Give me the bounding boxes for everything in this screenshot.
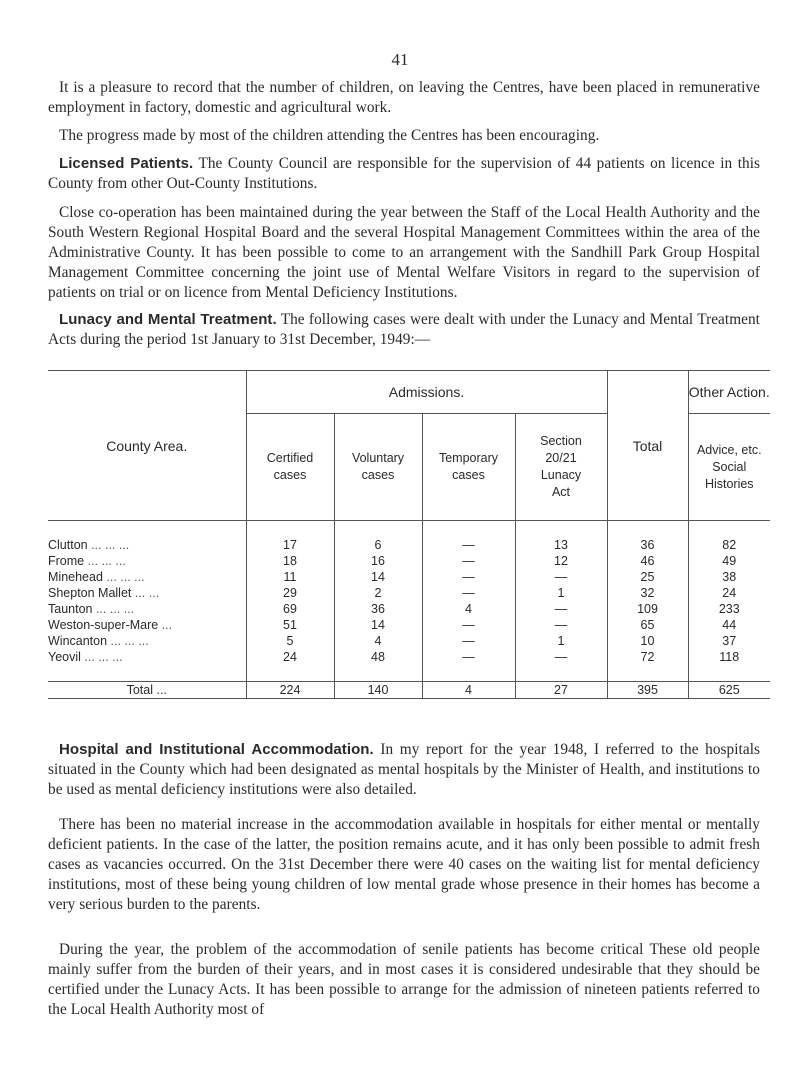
cell-other: 82 (688, 537, 770, 553)
cell-total: 10 (607, 633, 688, 649)
header-voluntary-line1: Voluntary (351, 451, 405, 465)
cell-section: — (515, 601, 607, 617)
total-label-text: Total (126, 683, 153, 697)
total-label (48, 682, 246, 699)
header-certified-line2: cases (273, 468, 307, 482)
cell-temporary: — (422, 617, 515, 633)
row-area-dots: ... ... ... (102, 570, 145, 584)
cell-temporary: — (422, 585, 515, 601)
row-area-dots: ... ... ... (107, 634, 149, 648)
header-advice-line1: Advice, etc. (696, 442, 762, 457)
cell-temporary: — (422, 537, 515, 553)
cell-voluntary: 48 (334, 649, 422, 665)
row-area-name: Frome (48, 554, 85, 568)
paragraph-licensed-patients-text: The County Council are responsible for the supervision of 44 patients on licence in this County from other Out-County Institutions. (48, 155, 760, 192)
lunacy-cases-table (48, 370, 770, 699)
cell-total: 46 (607, 553, 688, 569)
header-other-action: Other Action. (688, 371, 770, 414)
table-row (48, 633, 770, 649)
header-admissions: Admissions. (246, 371, 607, 414)
table-row (48, 585, 770, 601)
total-section: 27 (515, 682, 607, 699)
cell-certified: 5 (246, 633, 334, 649)
row-area (48, 649, 246, 665)
paragraph-progress-text: The progress made by most of the children attending the Centres has been encouraging. (59, 127, 600, 144)
cell-certified: 17 (246, 537, 334, 553)
total-certified: 224 (246, 682, 334, 699)
cell-total: 72 (607, 649, 688, 665)
paragraph-hospital-accommodation (48, 740, 760, 800)
row-area (48, 617, 246, 633)
row-area (48, 569, 246, 585)
cell-section: — (515, 617, 607, 633)
cell-other: 49 (688, 553, 770, 569)
cell-section: 1 (515, 633, 607, 649)
cell-section: — (515, 569, 607, 585)
row-area-dots: ... ... ... (80, 650, 123, 664)
table-row (48, 601, 770, 617)
paragraph-cooperation-text: Close co-operation has been maintained during the year between the Staff of the Local Health Authority and the South Western Regional Hospital Board and the several Hospital Management Committees within the area of the Administrative County. It has been possible to come to an arrangement with the Sandhill Park Group Hospital Management Committee concerning the joint use of Mental Welfare Visitors in regard to the supervision of patients on trial or on licence from Mental Deficiency Institutions. (48, 204, 760, 301)
header-temporary-line2: cases (452, 468, 485, 482)
header-temporary (422, 414, 515, 521)
header-section (515, 414, 607, 521)
paragraph-senile-patients (48, 940, 760, 1020)
cell-total: 32 (607, 585, 688, 601)
header-total: Total (607, 371, 688, 521)
heading-licensed-patients: Licensed Patients. (59, 155, 194, 172)
paragraph-employment-text: It is a pleasure to record that the number of children, on leaving the Centres, have been placed in remunerative employment in factory, domestic and agricultural work. (48, 79, 760, 116)
cell-certified: 11 (246, 569, 334, 585)
header-advice-line2: Social Histories (704, 459, 754, 491)
paragraph-cooperation (48, 203, 760, 303)
heading-hospital-accommodation: Hospital and Institutional Accommodation. (59, 741, 374, 758)
header-section-line1: Section (540, 434, 582, 448)
row-area-dots: ... (158, 618, 173, 632)
cell-section: — (515, 649, 607, 665)
row-area-name: Shepton Mallet (48, 586, 132, 600)
paragraph-progress (48, 126, 760, 146)
cell-certified: 18 (246, 553, 334, 569)
cell-other: 118 (688, 649, 770, 665)
row-area-name: Taunton (48, 602, 93, 616)
table-row (48, 617, 770, 633)
cell-temporary: — (422, 649, 515, 665)
heading-lunacy-mental-treatment: Lunacy and Mental Treatment. (59, 311, 277, 328)
table-row (48, 665, 770, 682)
cell-section: 13 (515, 537, 607, 553)
header-advice (688, 414, 770, 521)
total-row (48, 682, 770, 699)
header-section-line2: 20/21 (545, 451, 577, 465)
cell-other: 38 (688, 569, 770, 585)
cell-certified: 24 (246, 649, 334, 665)
table-row (48, 537, 770, 553)
header-voluntary-line2: cases (361, 468, 395, 482)
cell-voluntary: 16 (334, 553, 422, 569)
row-area-name: Clutton (48, 538, 88, 552)
cell-section: 12 (515, 553, 607, 569)
cell-certified: 69 (246, 601, 334, 617)
cell-voluntary: 2 (334, 585, 422, 601)
total-other: 625 (688, 682, 770, 699)
row-area-dots: ... ... (131, 586, 160, 600)
cell-section: 1 (515, 585, 607, 601)
cell-other: 37 (688, 633, 770, 649)
header-county-area: County Area. (48, 371, 246, 521)
total-voluntary: 140 (334, 682, 422, 699)
cell-certified: 29 (246, 585, 334, 601)
paragraph-senile-patients-text: During the year, the problem of the accommodation of senile patients has become critical These old people mainly suffer from the burden of their years, and in most cases it is considered undesirable that they should be certified under the Lunacy Acts. It has been possible to arrange for the admission of nineteen patients referred to the Local Health Authority most of (48, 941, 760, 1018)
table-row (48, 553, 770, 569)
table-row (48, 521, 770, 538)
cell-certified: 51 (246, 617, 334, 633)
table-row (48, 649, 770, 665)
cell-total: 25 (607, 569, 688, 585)
row-area-dots: ... ... ... (84, 554, 126, 568)
paragraph-lunacy-text: The following cases were dealt with under the Lunacy and Mental Treatment Acts during the period 1st January to 31st December, 1949:— (48, 311, 760, 348)
cell-voluntary: 36 (334, 601, 422, 617)
total-temporary: 4 (422, 682, 515, 699)
total-label-dots: ... (153, 683, 167, 697)
row-area-name: Minehead (48, 570, 103, 584)
row-area (48, 633, 246, 649)
header-temporary-line1: Temporary (438, 451, 499, 465)
paragraph-lunacy (48, 310, 760, 350)
cell-voluntary: 6 (334, 537, 422, 553)
cell-voluntary: 4 (334, 633, 422, 649)
cell-temporary: 4 (422, 601, 515, 617)
header-certified-line1: Certified (266, 451, 314, 465)
cell-voluntary: 14 (334, 569, 422, 585)
header-section-line3: Lunacy (540, 468, 582, 482)
row-area-name: Weston-super-Mare (48, 618, 159, 632)
cell-other: 24 (688, 585, 770, 601)
cell-total: 65 (607, 617, 688, 633)
cell-other: 44 (688, 617, 770, 633)
paragraph-material-increase-text: There has been no material increase in the accommodation available in hospitals for either mental or mentally deficient patients. In the case of the latter, the position remains acute, and it has only been possible to admit fresh cases as vacancies occurred. On the 31st December there were 40 cases on the waiting list for mental deficiency institutions, most of these being young children of low mental grade whose presence in their homes has become a very serious burden to the parents. (48, 816, 760, 913)
row-area-name: Yeovil (48, 650, 81, 664)
cell-other: 233 (688, 601, 770, 617)
row-area (48, 553, 246, 569)
total-total: 395 (607, 682, 688, 699)
row-area (48, 601, 246, 617)
cell-temporary: — (422, 553, 515, 569)
cell-temporary: — (422, 633, 515, 649)
paragraph-hospital-accommodation-text: In my report for the year 1948, I referred to the hospitals situated in the County which had been designated as mental hospitals by the Minister of Health, and institutions to be used as mental deficiency institutions were also detailed. (48, 741, 761, 798)
page-number: 41 (391, 50, 409, 69)
cell-total: 109 (607, 601, 688, 617)
row-area-dots: ... ... ... (92, 602, 135, 616)
row-area-dots: ... ... ... (87, 538, 130, 552)
paragraph-licensed-patients (48, 154, 760, 194)
header-section-line4: Act (551, 485, 571, 499)
row-area (48, 585, 246, 601)
header-voluntary (334, 414, 422, 521)
paragraph-employment (48, 78, 760, 118)
cell-total: 36 (607, 537, 688, 553)
row-area (48, 537, 246, 553)
table-row (48, 569, 770, 585)
paragraph-material-increase (48, 815, 760, 915)
header-certified (246, 414, 334, 521)
row-area-name: Wincanton (48, 634, 108, 648)
cell-voluntary: 14 (334, 617, 422, 633)
cell-temporary: — (422, 569, 515, 585)
